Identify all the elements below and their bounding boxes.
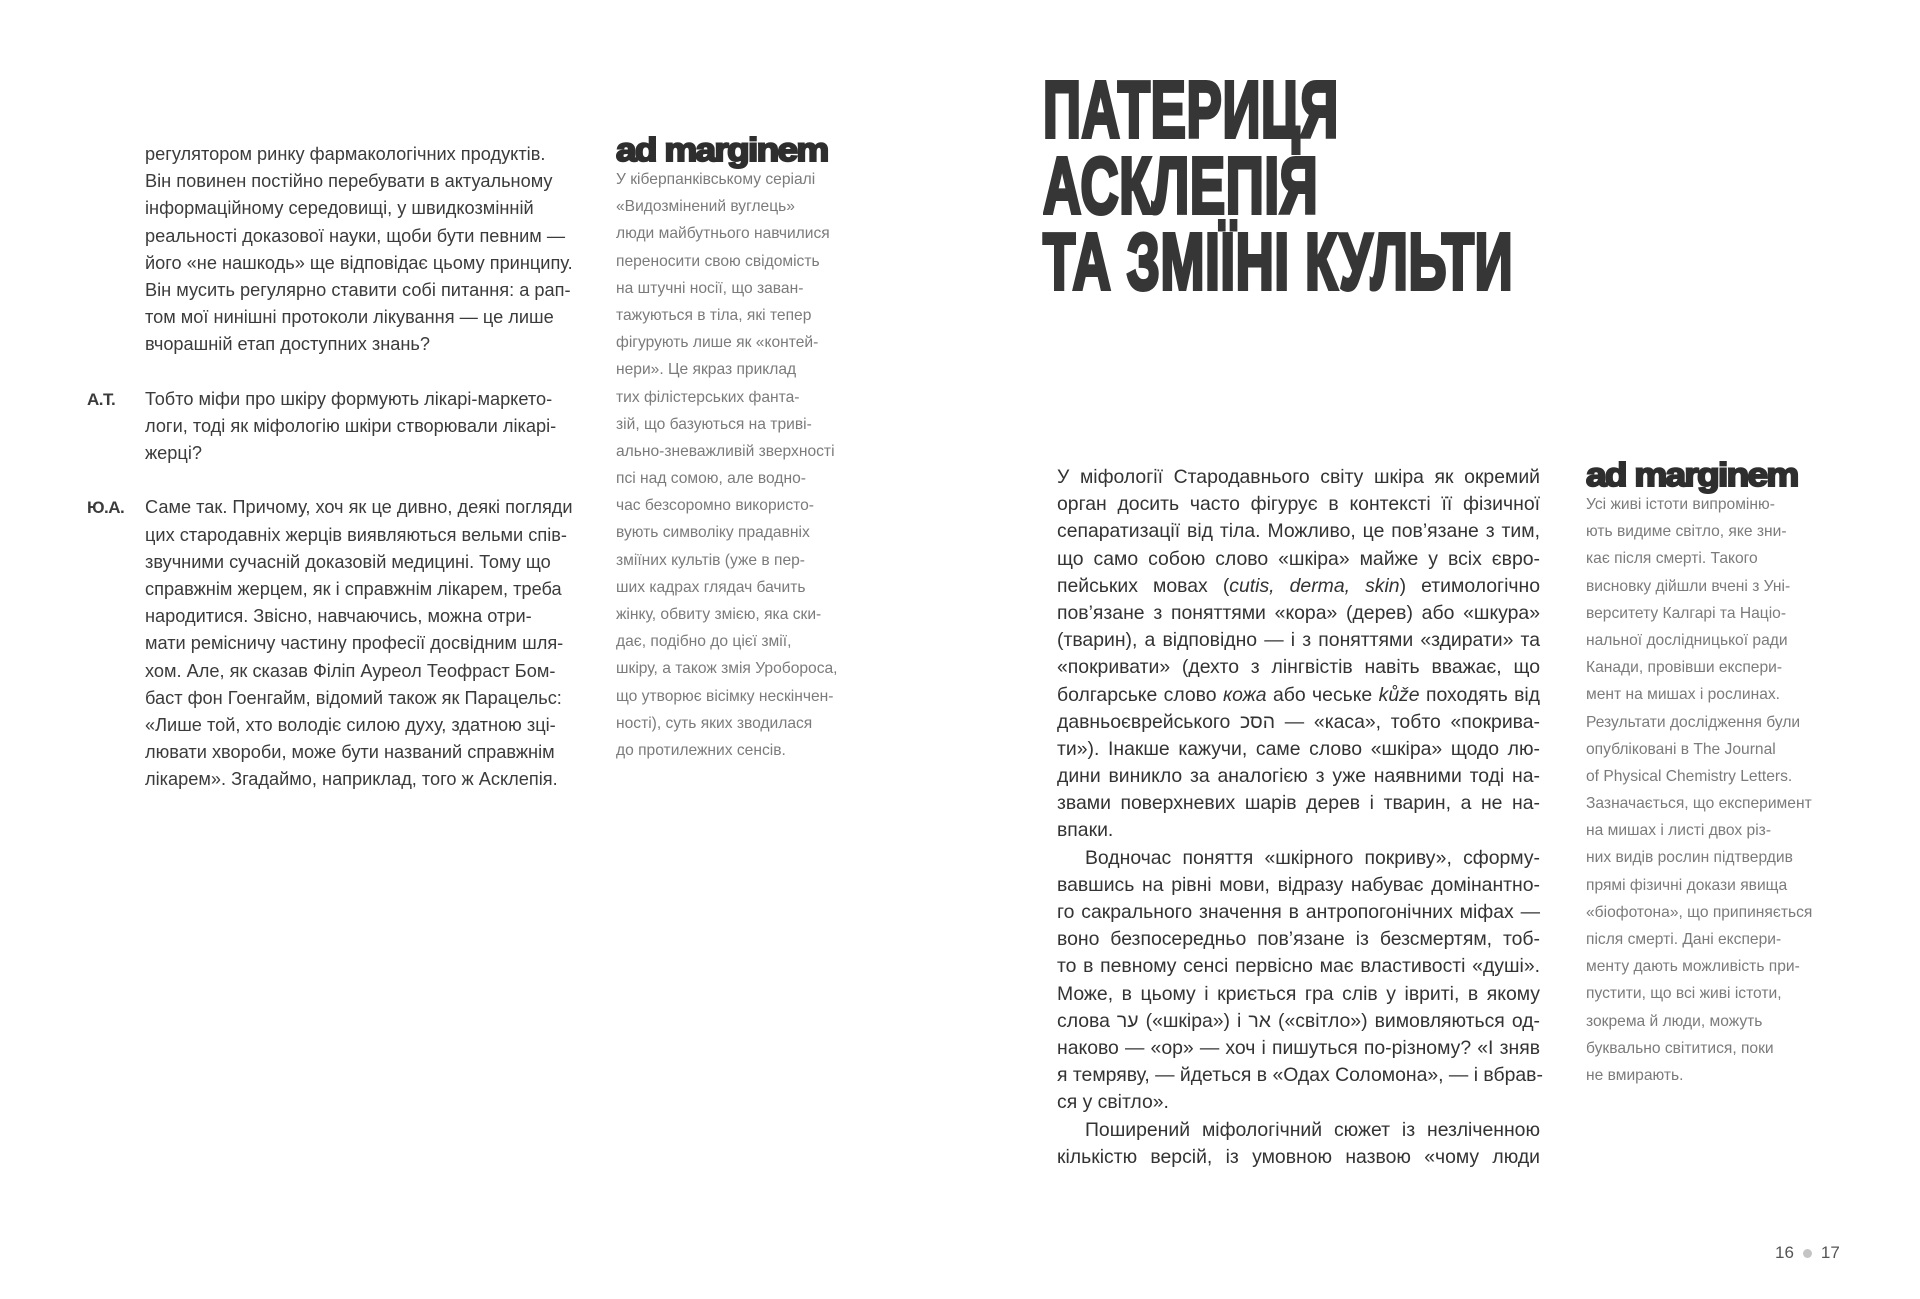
ad-marginem-heading: ad marginem [1586, 456, 1798, 493]
text-line: ших кадрах глядач бачить [616, 578, 806, 596]
dialogue-entry [87, 494, 573, 793]
text-line: переносити свою свідомість [616, 252, 820, 270]
text-line: жінку, обвиту змією, яка ски- [616, 606, 822, 623]
article-title [1043, 65, 1756, 306]
text-line: «Лише той, хто володіє силою духу, здатною зці- [145, 714, 556, 735]
hebrew-word: אר [1248, 1009, 1271, 1032]
sidebar-ad-marginem-right [1586, 456, 1836, 1089]
page-number-left: 16 [1775, 1243, 1794, 1262]
text-line: псі над сомою, але водно- [616, 470, 806, 488]
text-line: шкіру, а також змія Уробороса, [616, 660, 838, 678]
text-line: Саме так. Причому, хоч як це дивно, деякі погляди [145, 497, 573, 518]
text-line: Поширений міфологічний сюжет із незліченною [1085, 1118, 1540, 1141]
italic-term: kůže [1378, 683, 1420, 706]
text-line: том мої нинішні протоколи лікування — це лише [145, 307, 554, 328]
text-line: кількістю версій, із умовною назвою «чому люди [1057, 1145, 1540, 1168]
text-line: орган досить часто фігурує в контексті її фізичної [1057, 493, 1540, 516]
text-line: його «не нашкодь» ще відповідає цьому принципу. [145, 252, 573, 273]
text-line: опубліковані в The Journal [1586, 740, 1776, 758]
speaker-label: А.Т. [87, 389, 116, 409]
text-line: of Physical Chemistry Letters. [1586, 767, 1793, 785]
text-line: хом. Але, як сказав Філіп Ауреол Теофраст Бом- [145, 660, 556, 681]
text-line: го сакрального значення в антропогонічних міфах — [1057, 901, 1540, 923]
text-line: «покривати» (дехто з лінгвістів навіть вважає, що [1057, 656, 1540, 679]
text-line: наково — «ор» — хоч і пишуться по-різному? «І зняв [1057, 1036, 1540, 1059]
text-line: верситету Калгарі та Націо- [1586, 604, 1787, 622]
right-page-body [1057, 464, 1543, 1171]
text-line: вують символіку прадавніх [616, 524, 810, 542]
text-segment: давньоєврейського [1057, 710, 1241, 733]
text-line: менту дають можливість при- [1586, 958, 1800, 976]
ad-marginem-heading: ad marginem [616, 131, 828, 168]
text-line: ся у світло». [1057, 1091, 1169, 1114]
text-line: на штучні носії, що заван- [616, 279, 804, 297]
text-line: люди майбутнього навчилися [616, 225, 830, 243]
text-line [1057, 682, 1540, 709]
text-line: сепаратизації від тіла. Можливо, це пов’язане з тим, [1057, 520, 1540, 543]
text-line: нальної дослідницької ради [1586, 631, 1788, 649]
text-line: Може, в цьому і криється гра слів у івриті, в якому [1057, 982, 1540, 1005]
text-line: баст фон Гоенгайм, відомий також як Парацельс: [145, 687, 562, 708]
text-line: зокрема й люди, можуть [1586, 1012, 1763, 1030]
text-line: народитися. Звісно, навчаючись, можна отри- [145, 606, 532, 627]
page-number-right: 17 [1820, 1243, 1840, 1262]
text-line: Усі живі істоти випроміню- [1586, 496, 1775, 513]
text-segment: («світло») вимовляються од- [1270, 1009, 1540, 1032]
text-line: мати ремісничу частину професії досвідним шля- [145, 633, 564, 654]
text-segment: — «каса», тобто «покрива- [1275, 710, 1540, 733]
text-segment: пейських мовах ( [1057, 574, 1230, 597]
left-page-body [87, 141, 573, 821]
text-line: Зазначається, що експеримент [1586, 795, 1812, 813]
text-line: то в певному сенсі первісно має властивості «душі». [1057, 955, 1540, 978]
text-line: буквально світитися, поки [1586, 1039, 1774, 1057]
text-line: на мишах і листі двох різ- [1586, 822, 1772, 840]
text-line: мент на мишах і рослинах. [1586, 686, 1781, 704]
text-line: Канади, провівши експери- [1586, 659, 1783, 677]
italic-term: кожа [1222, 683, 1267, 706]
text-line: «Видозмінений вуглець» [616, 198, 795, 216]
text-line: регулятором ринку фармакологічних продуктів. [145, 144, 546, 164]
text-line: справжнім жерцем, як і справжнім лікарем, треба [145, 579, 562, 599]
title-line: ТА ЗМІЇНІ КУЛЬТИ [1043, 217, 1514, 306]
text-segment: ) етимологічно [1399, 574, 1540, 597]
dialogue-entry [87, 386, 565, 468]
text-line: тажуються в тіла, які тепер [616, 306, 812, 324]
text-line: впаки. [1057, 819, 1114, 842]
text-line: дини виникло за аналогією з уже наявними тоді на- [1057, 765, 1540, 788]
text-line: вавшись на рівні мови, відразу набуває домінантно- [1057, 873, 1540, 896]
text-line: не вмирають. [1586, 1066, 1684, 1084]
hebrew-word: הסכ [1240, 710, 1276, 733]
text-line: дає, подібно до цієї змії, [616, 633, 792, 651]
text-line: фігурують лише як «контей- [616, 334, 819, 352]
text-line: вчорашній етап доступних знань? [145, 334, 430, 355]
hebrew-word: ער [1116, 1009, 1139, 1032]
text-line: них видів рослин підтвердив [1586, 849, 1793, 867]
text-line: час безсоромно використо- [616, 497, 814, 515]
text-line [1057, 573, 1540, 600]
separator-dot-icon [1803, 1249, 1812, 1258]
text-line: Він повинен постійно перебувати в актуальному [145, 171, 553, 192]
text-line: У кіберпанківському серіалі [616, 171, 816, 188]
text-line: Водночас поняття «шкірного покриву», сформу- [1085, 846, 1540, 869]
paragraph [1057, 1117, 1540, 1171]
text-line: пов’язане з поняттями «кора» (дерев) або «шкура» [1057, 601, 1540, 624]
text-line: ально-зневажливій зверхності [616, 442, 835, 460]
text-line: нери». Це якраз приклад [616, 361, 797, 379]
text-line: що утворює вісімку нескінчен- [616, 687, 834, 705]
text-line [1057, 709, 1540, 736]
text-line: цих стародавніх жерців виявляються вельми спів- [145, 524, 567, 545]
text-line: звучними сучасній доказовій медицині. Тому що [145, 551, 551, 572]
text-line: логи, тоді як міфологію шкіри створювали лікарі- [145, 415, 557, 436]
text-segment: слова [1057, 1009, 1117, 1032]
speaker-label: Ю.А. [87, 498, 125, 518]
text-line: лювати хвороби, може бути названий справжнім [145, 742, 555, 763]
text-line: звами поверхневих шарів дерев і тварин, а не на- [1057, 792, 1540, 815]
text-line: У міфології Стародавнього світу шкіра як окремий [1057, 466, 1540, 488]
paragraph [1057, 845, 1543, 1117]
text-line: я темряву, — йдеться в «Одах Соломона», — і вбрав- [1057, 1064, 1543, 1087]
text-line: до протилежних сенсів. [616, 741, 786, 759]
text-segment: або чеське [1266, 683, 1379, 706]
text-line: «біофотона», що припиняється [1586, 903, 1813, 921]
text-line [1057, 1008, 1540, 1035]
sidebar-text [1586, 491, 1836, 1089]
sidebar-text [616, 166, 866, 764]
dialogue-entry [145, 141, 573, 359]
text-line: пустити, що всі живі істоти, [1586, 985, 1782, 1003]
paragraph [1057, 464, 1540, 845]
text-line: Він мусить регулярно ставити собі питання: а рап- [145, 279, 571, 300]
text-line: після смерті. Дані експери- [1586, 931, 1782, 948]
text-line: ють видиме світло, яке зни- [1586, 523, 1787, 541]
title-line: АСКЛЕПІЯ [1043, 141, 1319, 230]
text-line: зміїних культів (уже в пер- [616, 551, 805, 569]
italic-term: cutis, derma, skin [1229, 574, 1400, 597]
text-line: воно безпосередньо пов’язане із безсмертям, тоб- [1057, 928, 1540, 951]
page-numbers [1775, 1243, 1840, 1263]
sidebar-ad-marginem-left [616, 131, 866, 764]
text-line: що само собою слово «шкіра» майже у всіх євро- [1057, 547, 1540, 570]
text-line: Результати дослідження були [1586, 713, 1801, 731]
text-segment: («шкіра») і [1138, 1009, 1249, 1032]
text-line: (тварин), а відповідно — і з поняттями «здирати» та [1057, 629, 1540, 652]
text-line: кає після смерті. Такого [1586, 550, 1758, 568]
text-line: ності), суть яких зводилася [616, 714, 813, 732]
text-line: прямі фізичні докази явища [1586, 876, 1788, 894]
text-line: реальності доказової науки, щоби бути певним — [145, 225, 566, 246]
text-line: тих філістерських фанта- [616, 388, 800, 406]
text-line: зій, що базуються на триві- [616, 415, 812, 433]
title-line: ПАТЕРИЦЯ [1043, 65, 1339, 154]
text-line: жерці? [145, 443, 202, 464]
text-line: ти»). Інакше кажучи, саме слово «шкіра» щодо лю- [1057, 737, 1540, 760]
text-line: лікарем». Згадаймо, наприклад, того ж Асклепія. [145, 769, 558, 790]
text-line: висновку дійшли вчені з Уні- [1586, 577, 1791, 595]
text-segment: болгарське слово [1057, 683, 1223, 706]
text-line: інформаційному середовищі, у швидкозмінній [145, 198, 534, 219]
text-line: Тобто міфи про шкіру формують лікарі-маркето- [145, 388, 553, 409]
text-segment: походять від [1419, 683, 1541, 706]
